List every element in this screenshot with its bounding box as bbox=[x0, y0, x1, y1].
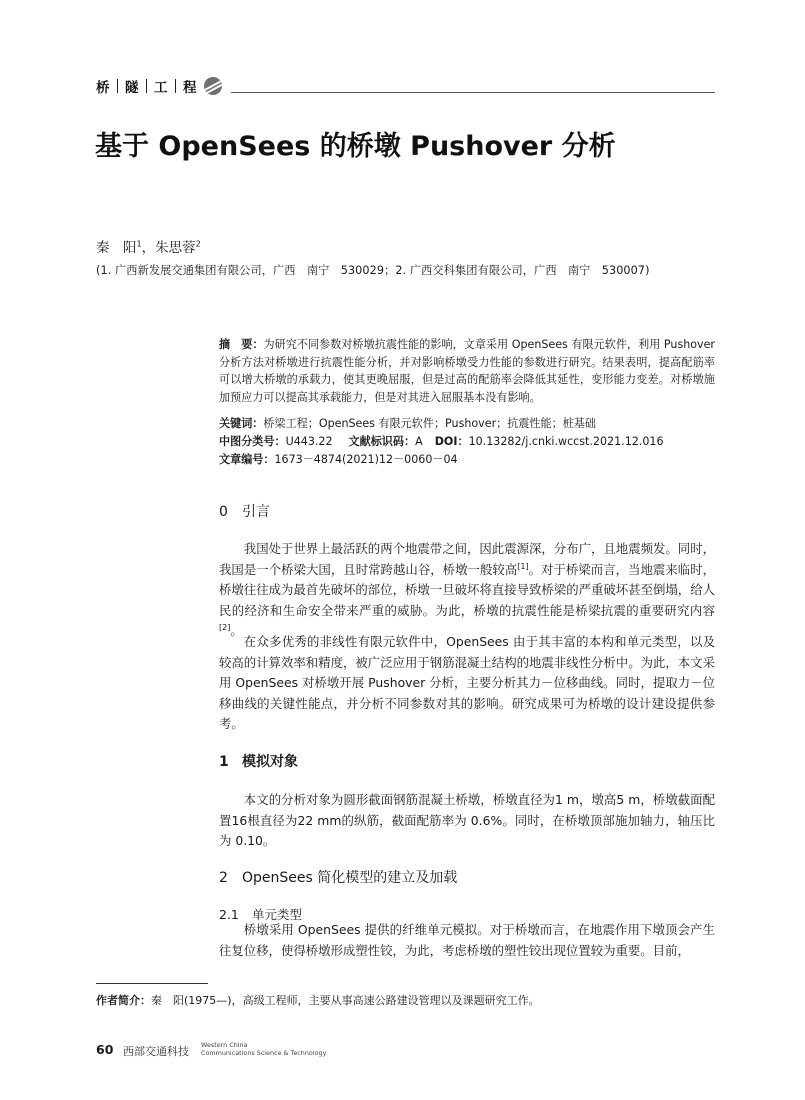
paragraph-text: 。 bbox=[230, 623, 243, 638]
section-heading-0 bbox=[219, 501, 270, 521]
section-title: 模拟对象 bbox=[242, 754, 298, 770]
journal-logo-icon bbox=[204, 77, 222, 95]
paragraph: 桥墩采用 OpenSees 提供的纤维单元模拟。对于桥墩而言，在地震作用下墩顶会产生往复位移，使得桥墩形成塑性铰，为此，考虑桥墩的塑性铰出现位置较为重要。目前， bbox=[219, 922, 715, 958]
doi-label: DOI： bbox=[434, 435, 469, 448]
authors bbox=[96, 236, 201, 256]
doi-value: 10.13282/j.cnki.wccst.2021.12.016 bbox=[468, 435, 664, 448]
article-number bbox=[219, 451, 715, 467]
section-heading-2 bbox=[219, 867, 457, 887]
author-name: 朱思蓉 bbox=[155, 240, 196, 256]
keywords-text: 桥梁工程；OpenSees 有限元软件；Pushover；抗震性能；桩基础 bbox=[263, 417, 596, 430]
paragraph-text: 我国处于世界上最活跃的两个地震带之间，因此震源深，分布广，且地震频发。同时，我国是一个桥梁大国，且时常跨越山谷，桥墩一般较高 bbox=[219, 541, 715, 577]
article-number-label: 文章编号： bbox=[219, 453, 275, 466]
page-number: 60 bbox=[96, 1042, 114, 1057]
section-number: 0 bbox=[219, 504, 228, 520]
author-affil-mark: 2 bbox=[195, 239, 201, 249]
column-separator bbox=[117, 79, 119, 93]
section-title: OpenSees 简化模型的建立及加载 bbox=[242, 870, 458, 886]
author-name: 秦 阳 bbox=[96, 240, 137, 256]
paper-title: 基于 OpenSees 的桥墩 Pushover 分析 bbox=[95, 131, 616, 162]
citation: [1] bbox=[517, 561, 529, 571]
section-number: 1 bbox=[219, 754, 229, 770]
column-char: 桥 bbox=[96, 80, 110, 96]
column-char: 隧 bbox=[125, 80, 139, 96]
column-char: 工 bbox=[154, 80, 168, 96]
header-rule bbox=[231, 92, 715, 93]
journal-name-cn: 西部交通科技 bbox=[123, 1045, 189, 1058]
citation: [2] bbox=[219, 622, 231, 632]
doc-code-value: A bbox=[415, 435, 423, 448]
author-bio-footnote bbox=[96, 992, 540, 1008]
keywords-label: 关键词： bbox=[219, 417, 264, 430]
author-affil-mark: 1 bbox=[136, 239, 142, 249]
section-number: 2 bbox=[219, 870, 228, 886]
journal-name-en-line: Western China bbox=[201, 1041, 248, 1049]
subsection-number: 2.1 bbox=[219, 907, 239, 922]
paragraph-text: 。对于桥梁而言，当地震来临时，桥墩往往成为最首先破坏的部位，桥墩一旦破坏将直接导致桥梁的严重破坏甚至倒塌，给人民的经济和生命安全带来严重的威胁。为此，桥墩的抗震性能是桥梁抗震的重要研究内容 bbox=[219, 561, 715, 618]
paragraph: 在众多优秀的非线性有限元软件中，OpenSees 由于其丰富的本构和单元类型，以及较高的计算效率和精度，被广泛应用于钢筋混凝土结构的地震非线性分析中。为此，本文采用 OpenSees 对桥墩开展 Pushover 分析，主要分析其力－位移曲线。同时，提取力－位移曲线的关键性能点，并分析不同参数对其的影响。研究成果可为桥墩的设计建设提供参考。 bbox=[219, 634, 715, 731]
classification bbox=[219, 433, 715, 449]
author-separator: ， bbox=[141, 240, 156, 256]
section-title: 引言 bbox=[242, 504, 270, 520]
clc-value: U443.22 bbox=[285, 435, 333, 448]
doc-code-label: 文献标识码： bbox=[348, 435, 416, 448]
clc-label: 中图分类号： bbox=[219, 435, 286, 448]
keywords bbox=[219, 415, 715, 431]
subsection-title: 单元类型 bbox=[252, 907, 303, 922]
footnote-text: 秦 阳(1975—)，高级工程师，主要从事高速公路建设管理以及课题研究工作。 bbox=[151, 994, 540, 1007]
column-separator bbox=[175, 79, 177, 93]
column-separator bbox=[146, 79, 148, 93]
footnote-rule bbox=[96, 983, 208, 984]
journal-name-en bbox=[201, 1041, 326, 1057]
abstract bbox=[219, 336, 715, 406]
column-header bbox=[96, 76, 222, 96]
footnote-label: 作者简介： bbox=[96, 994, 151, 1007]
journal-name-en-line: Communications Science & Technology bbox=[201, 1049, 327, 1057]
section-heading-1 bbox=[219, 751, 298, 771]
paragraph: 本文的分析对象为圆形截面钢筋混凝土桥墩，桥墩直径为1 m，墩高5 m，桥墩截面配置16根直径为22 mm的纵筋，截面配筋率为 0.6%。同时，在桥墩顶部施加轴力，轴压比为 0.10。 bbox=[219, 792, 715, 848]
abstract-text: 为研究不同参数对桥墩抗震性能的影响，文章采用 OpenSees 有限元软件，利用 Pushover 分析方法对桥墩进行抗震性能分析，并对影响桥墩受力性能的参数进行研究。结果表明，提高配筋率可以增大桥墩的承载力，使其更晚屈服，但是过高的配筋率会降低其延性，变形能力变差。对桥墩施加预应力可以提高其承载能力，但是对其进入屈服基本没有影响。 bbox=[219, 338, 715, 404]
paragraph bbox=[219, 539, 715, 642]
column-char: 程 bbox=[183, 80, 197, 96]
affiliation: (1. 广西新发展交通集团有限公司，广西 南宁 530029；2. 广西交科集团有限公司，广西 南宁 530007) bbox=[96, 264, 650, 277]
abstract-label: 摘 要： bbox=[219, 338, 264, 351]
article-number-value: 1673－4874(2021)12－0060－04 bbox=[274, 453, 458, 466]
